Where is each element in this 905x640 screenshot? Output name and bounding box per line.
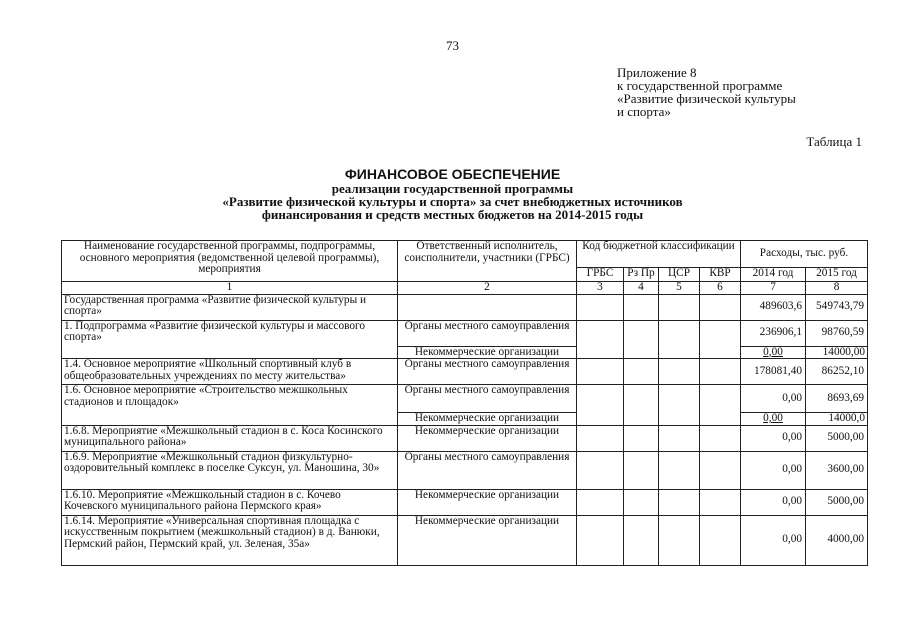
- column-number: 2: [398, 282, 577, 295]
- value-2014: 178081,40: [741, 359, 806, 385]
- value-2014: 0,00: [741, 346, 806, 359]
- appendix-line: Приложение 8: [617, 65, 697, 80]
- table-row: [62, 515, 868, 565]
- subtitle-line: финансирования и средств местных бюджетов на 2014-2015 годы: [261, 207, 644, 222]
- appendix-note: [617, 66, 796, 118]
- value-2014: 0,00: [741, 489, 806, 515]
- header-name: Наименование государственной программы, подпрограммы, основного мероприятия (ведомственной целевой программы), мероприятия: [62, 241, 398, 282]
- cell-csr: [659, 515, 700, 565]
- row-executor: Органы местного самоуправления: [398, 320, 577, 346]
- row-name: 1. Подпрограмма «Развитие физической культуры и массового спорта»: [62, 320, 398, 359]
- row-executor: Некоммерческие организации: [398, 515, 577, 565]
- cell-kvr: [700, 320, 741, 359]
- row-name: Государственная программа «Развитие физической культуры и спорта»: [62, 294, 398, 320]
- table-label: Таблица 1: [806, 134, 862, 149]
- cell-grbs: [577, 451, 624, 489]
- column-number: 1: [62, 282, 398, 295]
- row-name: 1.6.9. Мероприятие «Межшкольный стадион физкультурно-оздоровительный комплекс в поселке Суксун, ул. Маношина, 30»: [62, 451, 398, 489]
- table-row: [62, 385, 868, 413]
- cell-grbs: [577, 294, 624, 320]
- document-subtitle: [0, 182, 905, 221]
- row-name: 1.6.8. Мероприятие «Межшкольный стадион в с. Коса Косинского муниципального района»: [62, 425, 398, 451]
- row-executor: Органы местного самоуправления: [398, 359, 577, 385]
- cell-grbs: [577, 489, 624, 515]
- cell-kvr: [700, 359, 741, 385]
- value-2015: 5000,00: [806, 489, 868, 515]
- value-2014: 0,00: [741, 425, 806, 451]
- cell-grbs: [577, 320, 624, 359]
- cell-rzpr: [624, 515, 659, 565]
- header-expenses: Расходы, тыс. руб.: [741, 241, 868, 268]
- header-executor: Ответственный исполнитель, соисполнители, участники (ГРБС): [398, 241, 577, 282]
- value-2014: 0,00: [741, 413, 806, 426]
- row-name: 1.4. Основное мероприятие «Школьный спортивный клуб в общеобразовательных учреждениях по месту жительства»: [62, 359, 398, 385]
- table-row: [62, 489, 868, 515]
- cell-grbs: [577, 359, 624, 385]
- value-2015: 14000,00: [806, 346, 868, 359]
- cell-kvr: [700, 489, 741, 515]
- cell-rzpr: [624, 294, 659, 320]
- header-2015: 2015 год: [806, 268, 868, 282]
- column-number: 6: [700, 282, 741, 295]
- value-2014: 0,00: [741, 385, 806, 413]
- value-2015: 86252,10: [806, 359, 868, 385]
- page-number: 73: [446, 38, 459, 53]
- header-csr: ЦСР: [659, 268, 700, 282]
- cell-kvr: [700, 294, 741, 320]
- row-executor: [398, 294, 577, 320]
- cell-csr: [659, 425, 700, 451]
- cell-csr: [659, 294, 700, 320]
- value-2015: 549743,79: [806, 294, 868, 320]
- value-2014: 0,00: [741, 451, 806, 489]
- appendix-line: и спорта»: [617, 104, 671, 119]
- header-grbs: ГРБС: [577, 268, 624, 282]
- cell-rzpr: [624, 451, 659, 489]
- table-row: [62, 425, 868, 451]
- column-number: 4: [624, 282, 659, 295]
- document-title: ФИНАНСОВОЕ ОБЕСПЕЧЕНИЕ: [344, 166, 561, 182]
- table-row: [62, 320, 868, 346]
- cell-grbs: [577, 515, 624, 565]
- column-number: 5: [659, 282, 700, 295]
- cell-kvr: [700, 425, 741, 451]
- value-2015: 8693,69: [806, 385, 868, 413]
- appendix-line: «Развитие физической культуры: [617, 91, 796, 106]
- cell-rzpr: [624, 359, 659, 385]
- column-number: 7: [741, 282, 806, 295]
- row-executor: Некоммерческие организации: [398, 425, 577, 451]
- value-2015: 98760,59: [806, 320, 868, 346]
- cell-grbs: [577, 425, 624, 451]
- row-name: 1.6.10. Мероприятие «Межшкольный стадион в с. Кочево Кочевского муниципального района Пермского края»: [62, 489, 398, 515]
- cell-grbs: [577, 385, 624, 426]
- value-2015: 4000,00: [806, 515, 868, 565]
- cell-rzpr: [624, 320, 659, 359]
- subtitle-line: реализации государственной программы: [331, 181, 574, 196]
- cell-csr: [659, 489, 700, 515]
- value-2014: 0,00: [741, 515, 806, 565]
- cell-csr: [659, 359, 700, 385]
- cell-rzpr: [624, 425, 659, 451]
- row-executor: Некоммерческие организации: [398, 489, 577, 515]
- subtitle-line: «Развитие физической культуры и спорта» за счет внебюджетных источников: [222, 194, 683, 209]
- row-executor: Органы местного самоуправления: [398, 385, 577, 413]
- header-kvr: КВР: [700, 268, 741, 282]
- table-row: [62, 451, 868, 489]
- row-executor: Органы местного самоуправления: [398, 451, 577, 489]
- column-number: 3: [577, 282, 624, 295]
- column-number: 8: [806, 282, 868, 295]
- cell-kvr: [700, 385, 741, 426]
- cell-rzpr: [624, 385, 659, 426]
- cell-csr: [659, 385, 700, 426]
- header-rzpr: Рз Пр: [624, 268, 659, 282]
- table-row: [62, 294, 868, 320]
- row-executor: Некоммерческие организации: [398, 413, 577, 426]
- financing-table: [61, 240, 868, 566]
- value-2015: 14000,0: [806, 413, 868, 426]
- row-name: 1.6. Основное мероприятие «Строительство межшкольных стадионов и площадок»: [62, 385, 398, 426]
- header-budget-code: Код бюджетной классификации: [577, 241, 741, 268]
- row-executor: Некоммерческие организации: [398, 346, 577, 359]
- cell-kvr: [700, 515, 741, 565]
- cell-csr: [659, 320, 700, 359]
- cell-csr: [659, 451, 700, 489]
- value-2015: 5000,00: [806, 425, 868, 451]
- value-2015: 3600,00: [806, 451, 868, 489]
- value-2014: 236906,1: [741, 320, 806, 346]
- table-row: [62, 359, 868, 385]
- header-2014: 2014 год: [741, 268, 806, 282]
- cell-rzpr: [624, 489, 659, 515]
- row-name: 1.6.14. Мероприятие «Универсальная спортивная площадка с искусственным покрытием (межшкольный стадион) в д. Ванюки, Пермский район, Пермский край, ул. Зеленая, 35а»: [62, 515, 398, 565]
- cell-kvr: [700, 451, 741, 489]
- appendix-line: к государственной программе: [617, 78, 783, 93]
- value-2014: 489603,6: [741, 294, 806, 320]
